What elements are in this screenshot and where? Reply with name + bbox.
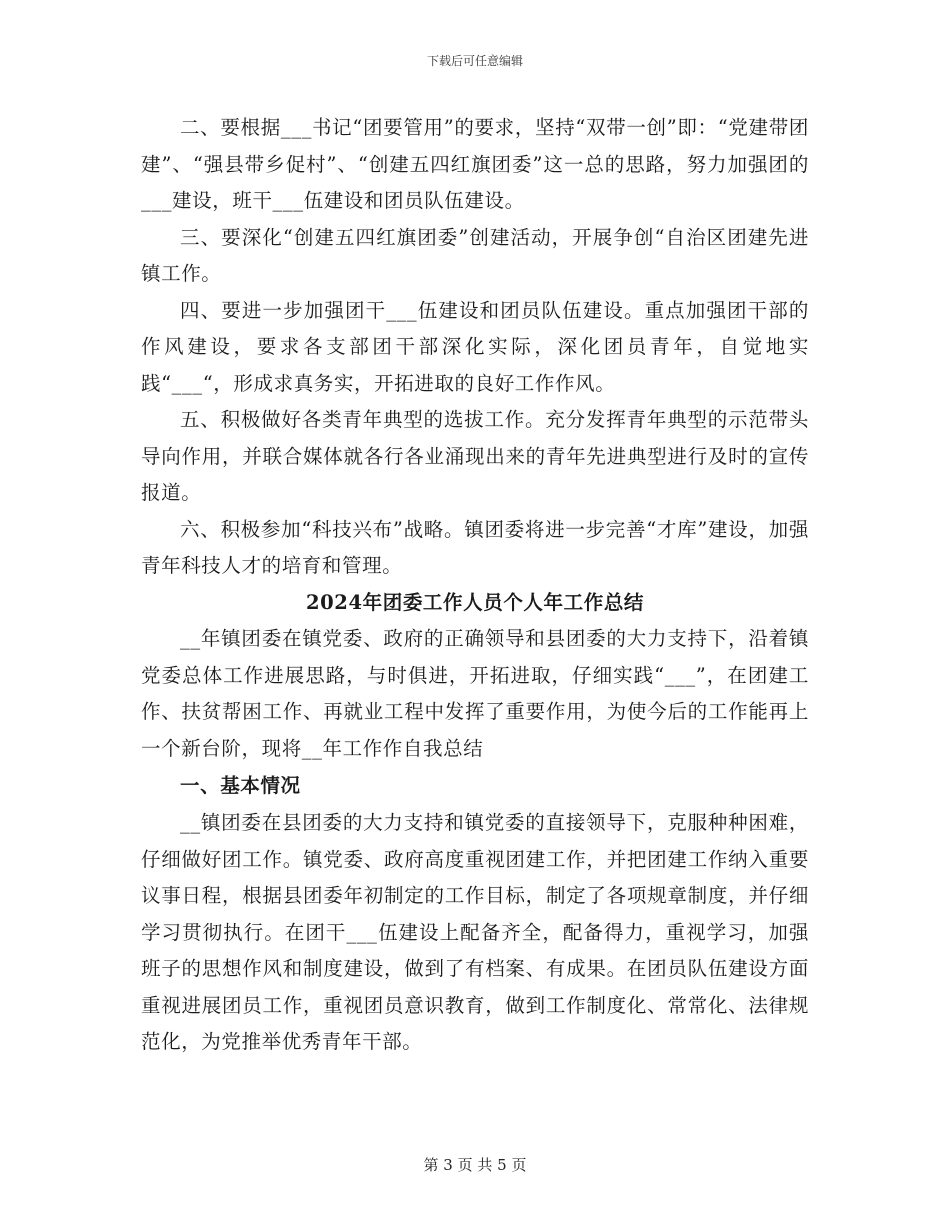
document-body xyxy=(141,110,809,1061)
paragraph-item-5: 五、积极做好各类青年典型的选拔工作。充分发挥青年典型的示范带头导向作用，并联合媒体就各行各业涌现出来的青年先进典型进行及时的宣传报道。 xyxy=(141,408,809,504)
paragraph-item-6: 六、积极参加“科技兴布”战略。镇团委将进一步完善“才库”建设，加强青年科技人才的培育和管理。 xyxy=(141,517,809,577)
paragraph-item-2: 二、要根据___书记“团要管用”的要求，坚持“双带一创”即：“党建带团建”、“强县带乡促村”、“创建五四红旗团委”这一总的思路，努力加强团的___建设，班干___伍建设和团员队伍建设。 xyxy=(141,116,809,212)
paragraph-item-4: 四、要进一步加强团干___伍建设和团员队伍建设。重点加强团干部的作风建设，要求各支部团干部深化实际，深化团员青年，自觉地实践“___“，形成求真务实，开拓进取的良好工作作风。 xyxy=(141,298,809,395)
page-header: 下载后可任意编辑 xyxy=(426,54,523,68)
section-heading-basic-situation: 一、基本情况 xyxy=(180,774,301,797)
document-title: 2024年团委工作人员个人年工作总结 xyxy=(305,590,645,614)
paragraph-item-3: 三、要深化“创建五四红旗团委”创建活动，开展争创“自治区团建先进镇工作。 xyxy=(141,225,809,285)
basic-situation-paragraph: __镇团委在县团委的大力支持和镇党委的直接领导下，克服种种困难，仔细做好团工作。镇党委、政府高度重视团建工作，并把团建工作纳入重要议事日程，根据县团委年初制定的工作目标，制定了各项规章制度，并仔细学习贯彻执行。在团干___伍建设上配备齐全，配备得力，重视学习，加强班子的思想作风和制度建设，做到了有档案、有成果。在团员队伍建设方面重视进展团员工作，重视团员意识教育，做到工作制度化、常常化、法律规范化，为党推举优秀青年干部。 xyxy=(141,811,809,1053)
page-number: 第 3 页 共 5 页 xyxy=(423,1156,527,1174)
intro-paragraph: __年镇团委在镇党委、政府的正确领导和县团委的大力支持下，沿着镇党委总体工作进展思路，与时俱进，开拓进取，仔细实践“___”，在团建工作、扶贫帮困工作、再就业工程中发挥了重要作用，为使今后的工作能再上一个新台阶，现将__年工作作自我总结 xyxy=(141,627,809,760)
